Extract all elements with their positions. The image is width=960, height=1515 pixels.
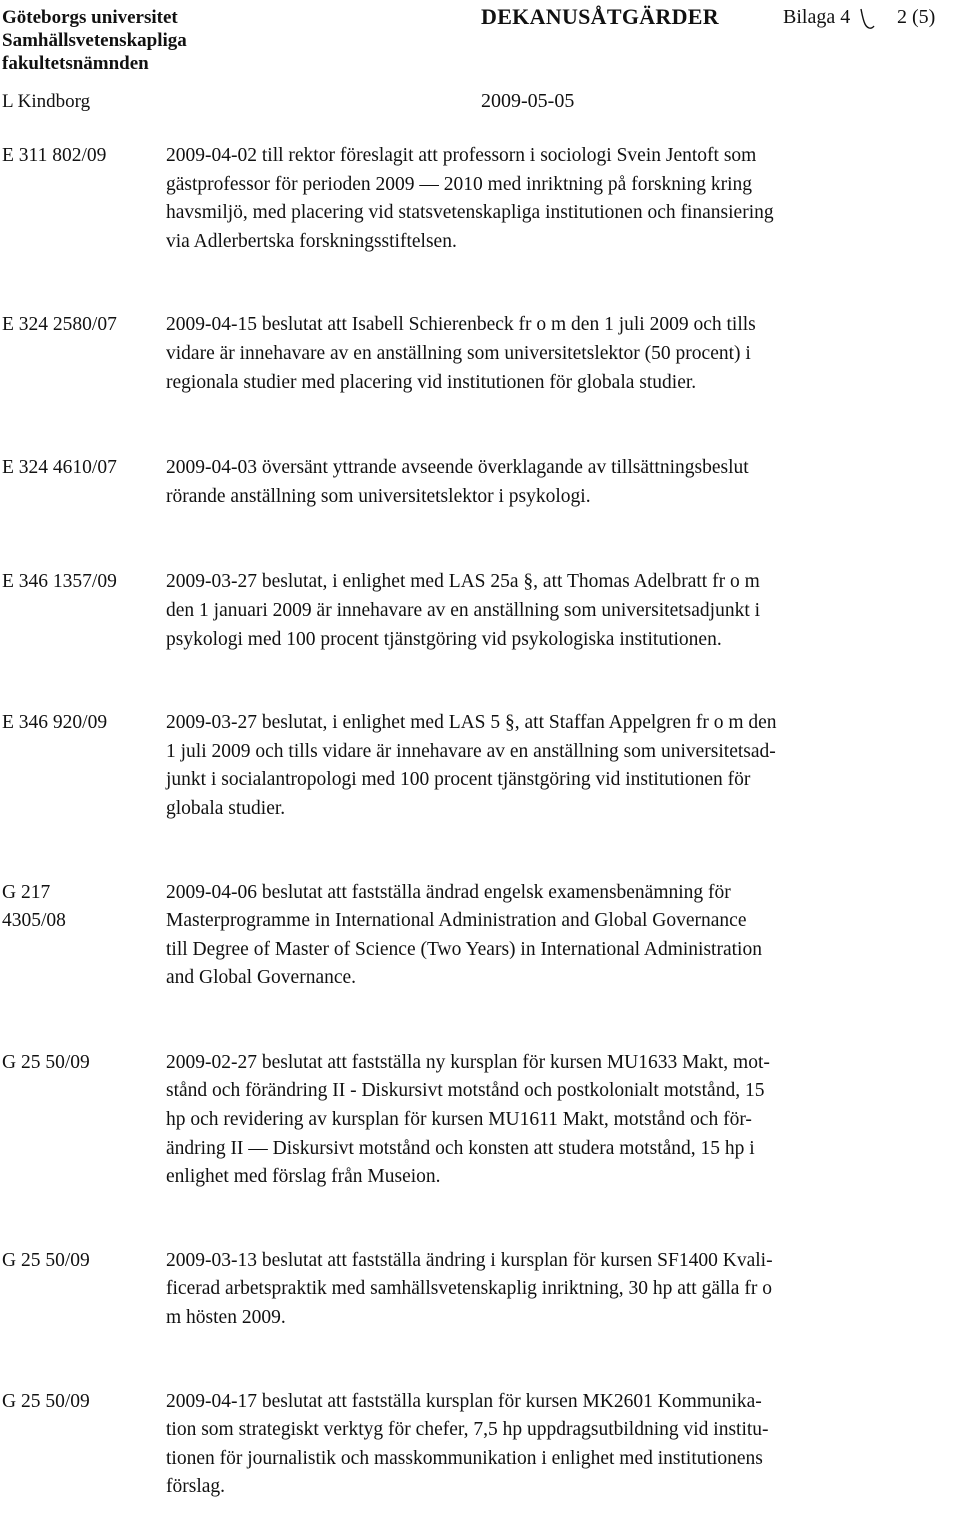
decision-text <box>166 568 936 654</box>
text-line: 2009-04-03 översänt yttrande avseende överklagande av tillsättningsbeslut <box>166 457 749 479</box>
case-number <box>0 879 166 993</box>
case-number-line: G 25 50/09 <box>2 1249 90 1271</box>
decision-text <box>166 709 936 823</box>
case-number-line: G 217 <box>2 881 51 903</box>
text-line: Masterprogramme in International Administration and Global Governance <box>166 910 747 932</box>
text-line: hp och revidering av kursplan för kursen MU1611 Makt, motstånd och för- <box>166 1109 752 1131</box>
case-number-line: E 324 4610/07 <box>2 457 117 479</box>
text-line: psykologi med 100 procent tjänstgöring vid psykologiska institutionen. <box>166 628 722 650</box>
text-line: globala studier. <box>166 797 286 819</box>
decision-text <box>166 454 936 511</box>
text-line: vidare är innehavare av en anställning som universitetslektor (50 procent) i <box>166 342 751 364</box>
decision-entry <box>0 879 960 993</box>
case-number <box>0 1049 166 1192</box>
case-number-line: E 346 1357/09 <box>2 571 117 593</box>
text-line: via Adlerbertska forskningsstiftelsen. <box>166 230 457 252</box>
text-line: tionen för journalistik och masskommunikation i enlighet med institutionens <box>166 1447 763 1469</box>
case-number <box>0 1247 166 1333</box>
text-line: 2009-04-06 beslutat att fastställa ändrad engelsk examensbenämning för <box>166 881 731 903</box>
case-number <box>0 568 166 654</box>
case-number <box>0 311 166 397</box>
decision-entry <box>0 1049 960 1192</box>
text-line: 2009-03-13 beslutat att fastställa ändring i kursplan för kursen SF1400 Kvali- <box>166 1249 773 1271</box>
decision-text <box>166 879 936 993</box>
text-line: 1 juli 2009 och tills vidare är innehavare av en anställning som universitetsad- <box>166 740 776 762</box>
decision-entry <box>0 568 960 654</box>
institution-name: Göteborgs universitet <box>2 7 178 28</box>
text-line: havsmiljö, med placering vid statsvetenskapliga institutionen och finansiering <box>166 202 774 224</box>
decision-text <box>166 1388 936 1502</box>
text-line: rörande anställning som universitetslektor i psykologi. <box>166 485 591 507</box>
text-line: 2009-03-27 beslutat, i enlighet med LAS 5 §, att Staffan Appelgren fr o m den <box>166 712 777 734</box>
decision-entry <box>0 311 960 397</box>
document-title: DEKANUSÅTGÄRDER <box>481 4 719 29</box>
case-number-line: 4305/08 <box>2 910 66 932</box>
case-number-line: G 25 50/09 <box>2 1390 90 1412</box>
decision-list <box>0 142 960 1502</box>
text-line: den 1 januari 2009 är innehavare av en anställning som universitetsadjunkt i <box>166 599 761 621</box>
decision-text <box>166 142 936 256</box>
text-line: 2009-04-17 beslutat att fastställa kursplan för kursen MK2601 Kommunika- <box>166 1390 762 1412</box>
text-line: ändring II ― Diskursivt motstånd och konsten att studera motstånd, 15 hp i <box>166 1137 755 1159</box>
document-date: 2009-05-05 <box>481 90 575 112</box>
institution-block <box>2 6 187 75</box>
case-number <box>0 1388 166 1502</box>
decision-text <box>166 311 936 397</box>
text-line: gästprofessor för perioden 2009 ― 2010 med inriktning på forskning kring <box>166 173 752 195</box>
text-line: 2009-02-27 beslutat att fastställa ny kursplan för kursen MU1633 Makt, mot- <box>166 1051 770 1073</box>
decision-entry <box>0 1247 960 1333</box>
handwritten-mark-icon <box>858 6 876 34</box>
text-line: and Global Governance. <box>166 967 357 989</box>
attachment-label: Bilaga 4 <box>783 6 851 28</box>
faculty-name-line-1: Samhällsvetenskapliga <box>2 30 187 51</box>
case-number-line: G 25 50/09 <box>2 1051 90 1073</box>
case-number-line: E 346 920/09 <box>2 712 108 734</box>
decision-entry <box>0 1388 960 1502</box>
text-line: 2009-03-27 beslutat, i enlighet med LAS 25a §, att Thomas Adelbratt fr o m <box>166 571 760 593</box>
text-line: 2009-04-02 till rektor föreslagit att professorn i sociologi Svein Jentoft som <box>166 145 757 166</box>
text-line: förslag. <box>166 1476 226 1498</box>
text-line: m hösten 2009. <box>166 1307 286 1329</box>
author-name: L Kindborg <box>2 91 91 112</box>
case-number-line: E 324 2580/07 <box>2 314 117 336</box>
text-line: 2009-04-15 beslutat att Isabell Schierenbeck fr o m den 1 juli 2009 och tills <box>166 314 756 336</box>
case-number <box>0 454 166 511</box>
case-number <box>0 709 166 823</box>
case-number <box>0 142 166 256</box>
decision-text <box>166 1049 936 1192</box>
faculty-name-line-2: fakultetsnämnden <box>2 53 149 74</box>
text-line: enlighet med förslag från Museion. <box>166 1166 441 1188</box>
decision-entry <box>0 709 960 823</box>
text-line: stånd och förändring II - Diskursivt motstånd och postkolonialt motstånd, 15 <box>166 1080 765 1102</box>
text-line: tion som strategiskt verktyg för chefer, 7,5 hp uppdragsutbildning vid institu- <box>166 1419 769 1441</box>
text-line: till Degree of Master of Science (Two Years) in International Administration <box>166 938 762 960</box>
case-number-line: E 311 802/09 <box>2 145 107 166</box>
text-line: junkt i socialantropologi med 100 procent tjänstgöring vid institutionen för <box>166 769 751 791</box>
text-line: ficerad arbetspraktik med samhällsvetenskaplig inriktning, 30 hp att gälla fr o <box>166 1278 772 1300</box>
page-number: 2 (5) <box>897 6 936 28</box>
decision-text <box>166 1247 936 1333</box>
decision-entry <box>0 454 960 511</box>
decision-entry <box>0 142 960 256</box>
text-line: regionala studier med placering vid institutionen för globala studier. <box>166 371 697 393</box>
page-header <box>0 0 960 120</box>
